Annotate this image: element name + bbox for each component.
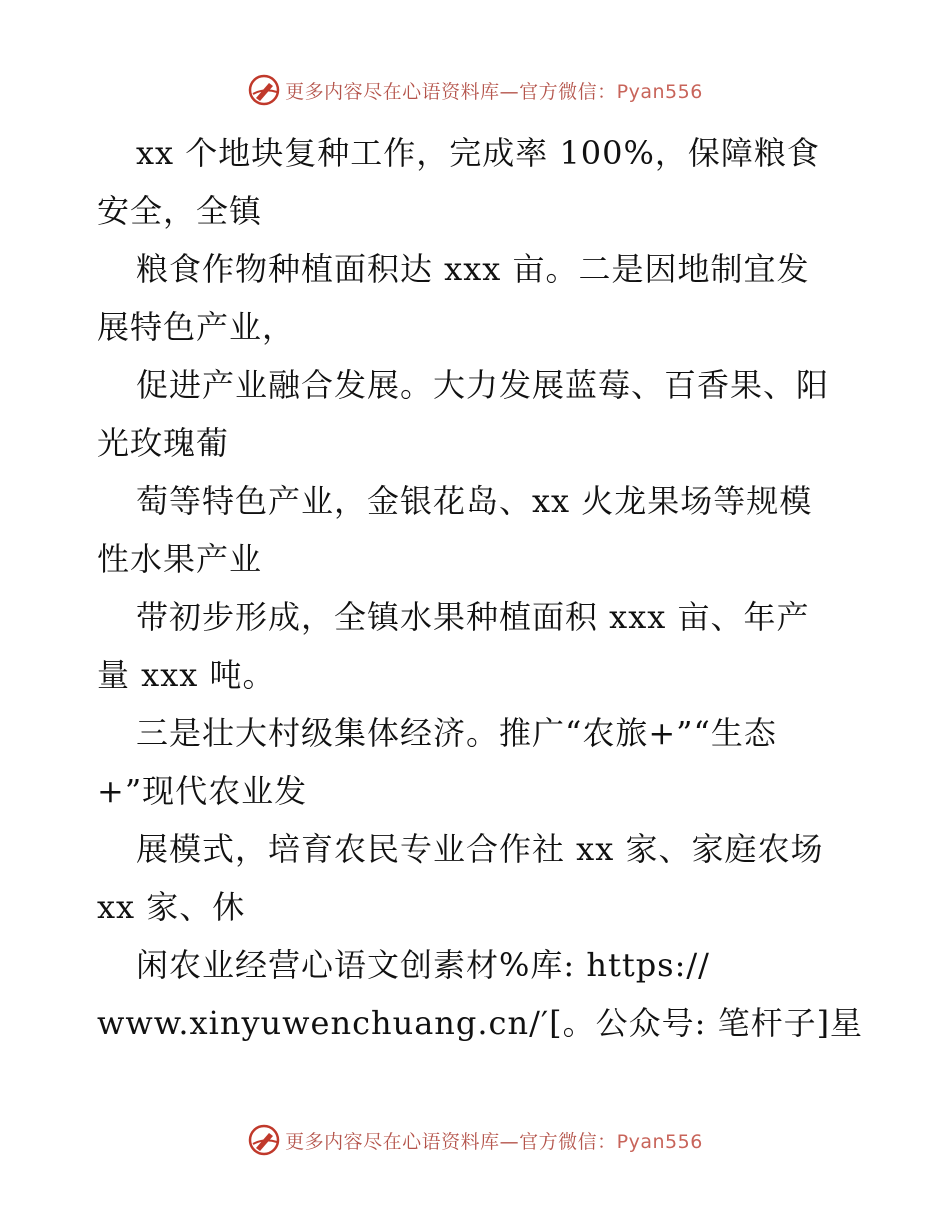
text-line: 展模式，培育农民专业合作社 xx 家、家庭农场 xyxy=(136,830,824,868)
text-line: 量 xxx 吨。 xyxy=(97,656,276,694)
banner-text: 更多内容尽在心语资料库—官方微信：Pyan556 xyxy=(285,80,703,103)
text-line: 展特色产业， xyxy=(97,308,296,346)
text-line: 三是壮大村级集体经济。推广“农旅+”“生态 xyxy=(136,714,777,752)
text-line: 萄等特色产业，金银花岛、xx 火龙果场等规模 xyxy=(136,482,813,520)
footer-watermark-banner xyxy=(0,1120,950,1160)
header-watermark-banner xyxy=(0,70,950,110)
text-line: 闲农业经营心语文创素材%库: https:// xyxy=(136,946,710,984)
text-line: 粮食作物种植面积达 xxx 亩。二是因地制宜发 xyxy=(136,250,810,288)
text-line: +”现代农业发 xyxy=(97,772,308,810)
text-line: www.xinyuwenchuang.cn/′[。公众号: 笔杆子]星 xyxy=(97,1004,864,1042)
text-line: 带初步形成，全镇水果种植面积 xxx 亩、年产 xyxy=(136,598,810,636)
text-line: 促进产业融合发展。大力发展蓝莓、百香果、阳 xyxy=(136,366,830,404)
pen-logo-icon xyxy=(247,1123,281,1157)
text-line: 性水果产业 xyxy=(97,540,263,578)
text-line: xx 个地块复种工作，完成率 100%，保障粮食 xyxy=(136,134,820,172)
document-body xyxy=(97,124,864,1052)
text-line: 安全，全镇 xyxy=(97,192,263,230)
wechat-id: Pyan556 xyxy=(616,1130,703,1153)
wechat-id: Pyan556 xyxy=(616,80,703,103)
banner-text: 更多内容尽在心语资料库—官方微信：Pyan556 xyxy=(285,1130,703,1153)
pen-logo-icon xyxy=(247,73,281,107)
text-line: xx 家、休 xyxy=(97,888,246,926)
text-line: 光玫瑰葡 xyxy=(97,424,230,462)
